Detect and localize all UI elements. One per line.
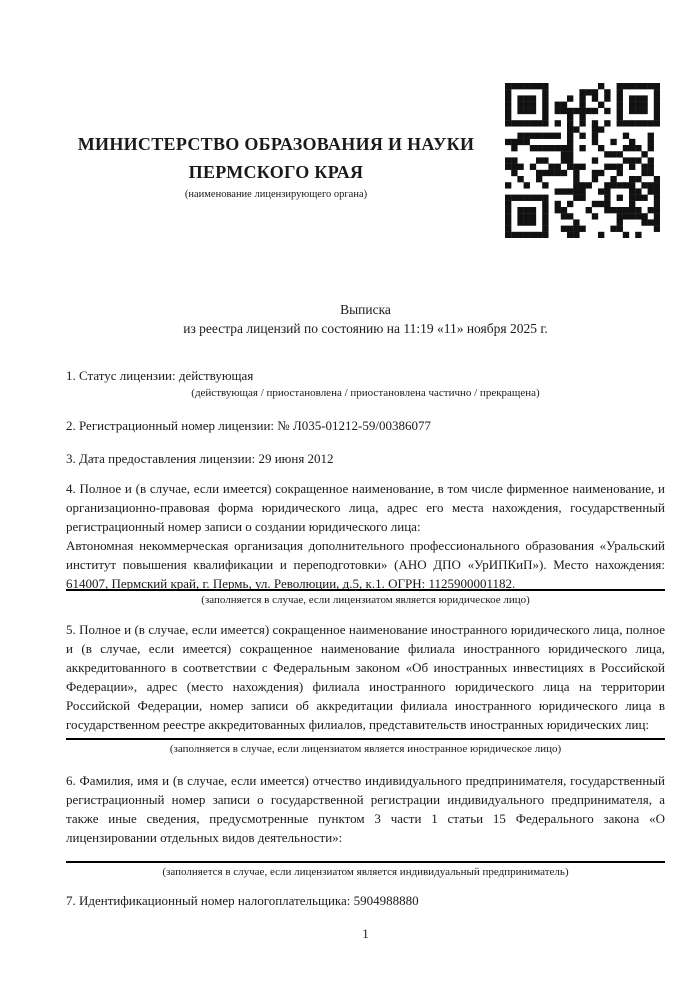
page-number: 1 [362,926,369,941]
taxpayer-id-line: 7. Идентификационный номер налогоплательщика: 5904988880 [66,893,419,908]
foreign-entity-note: (заполняется в случае, если лицензиатом является иностранное юридическое лицо) [169,743,562,755]
ministry-header [66,130,486,202]
license-date-line: 3. Дата предоставления лицензии: 29 июня 2012 [66,451,334,466]
license-status-options-note: (действующая / приостановлена / приостановлена частично / прекращена) [191,387,540,399]
legal-entity-note: (заполняется в случае, если лицензиатом является юридическое лицо) [201,594,530,606]
entrepreneur-separator-rule [66,861,665,879]
ministry-caption: (наименование лицензирующего органа) [184,189,368,200]
registration-number-line: 2. Регистрационный номер лицензии: № Л035-01212-59/00386077 [66,418,432,433]
ministry-name-line1: МИНИСТЕРСТВО ОБРАЗОВАНИЯ И НАУКИ [77,134,475,154]
license-status-line: 1. Статус лицензии: действующая [66,368,254,383]
qr-code [505,83,660,238]
foreign-entity-separator-rule [66,738,665,756]
document-title: Выписка [340,302,391,317]
legal-entity-value: Автономная некоммерческая организация дополнительного профессионального образования «Уральский институт повышения квалификации и переподготовки» (АНО ДПО «УрИПКиП»). Место нахождения: 614007, Пермский край, г. Пермь, ул. Революции, д.5, к.1. ОГРН: 1125900001182. [66,538,665,591]
document-subtitle: из реестра лицензий по состоянию на 11:19 «11» ноября 2025 г. [183,321,548,336]
entrepreneur-section-text: 6. Фамилия, имя и (в случае, если имеется) отчество индивидуального предпринимателя, государственный регистрационный номер записи о государственной регистрации индивидуального предпринимателя, а также иные сведения, предусмотренные пунктом 3 части 1 статьи 15 Федерального закона «О лицензировании отдельных видов деятельности»: [66,773,665,845]
legal-entity-separator-rule [66,589,665,607]
ministry-name-line2: ПЕРМСКОГО КРАЯ [188,162,364,182]
entrepreneur-note: (заполняется в случае, если лицензиатом является индивидуальный предприниматель) [162,866,569,878]
legal-entity-section-text: 4. Полное и (в случае, если имеется) сокращенное наименование, в том числе фирменное наименование, и организационно-правовая форма юридического лица, адрес его места нахождения, государственный регистрационный номер записи о создании юридического лица: [66,481,665,534]
foreign-entity-section-text: 5. Полное и (в случае, если имеется) сокращенное наименование иностранного юридического лица, полное и (в случае, если имеется) сокращенное наименование филиала иностранного юридического лица, аккредитованного в соответствии с Федеральным законом «Об иностранных инвестициях в Российской Федерации», адрес (место нахождения) филиала иностранного юридического лица на территории Российской Федерации, номер записи об аккредитации филиала иностранного юридического лица в государственном реестре аккредитованных филиалов, представительств иностранных юридических лиц: [66,622,665,732]
document-title-block [66,300,665,338]
